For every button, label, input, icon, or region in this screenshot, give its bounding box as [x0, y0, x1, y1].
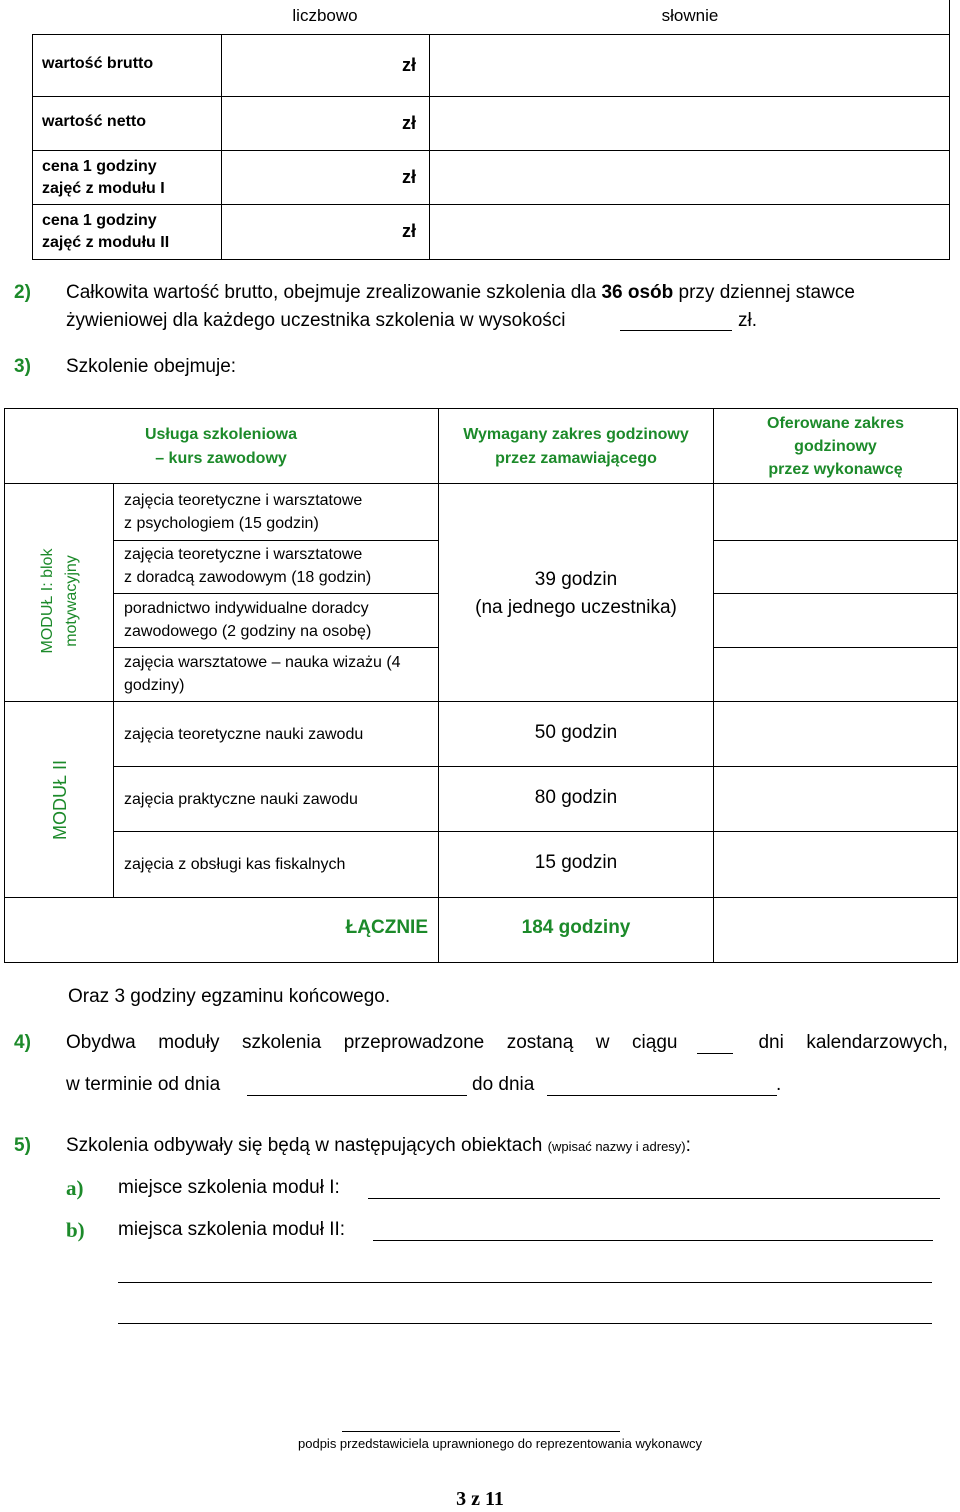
- total-hours: 184 godziny: [521, 917, 631, 938]
- section-5-title: Szkolenia odbywały się będą w następujących obiektach (wpisać nazwy i adresy):: [66, 1135, 691, 1156]
- offered-input[interactable]: [716, 704, 954, 764]
- input-module1-words[interactable]: [435, 154, 943, 200]
- header-required: Wymagany zakres godzinowy przez zamawiającego: [463, 426, 689, 467]
- section-3-title: Szkolenie obejmuje:: [66, 356, 237, 377]
- col-numeric-header: liczbowo: [292, 6, 358, 25]
- module1-item: zajęcia warsztatowe – nauka wizażu (4 godziny): [124, 654, 401, 694]
- exam-note: Oraz 3 godziny egzaminu końcowego.: [68, 986, 391, 1007]
- page-number: 3 z 11: [456, 1488, 504, 1510]
- module2-label: MODUŁ II: [50, 760, 70, 841]
- input-module2-numeric[interactable]: [233, 208, 393, 256]
- module2-item: zajęcia praktyczne nauki zawodu: [124, 791, 358, 808]
- date-to-field[interactable]: [547, 1095, 777, 1096]
- total-label: ŁĄCZNIE: [345, 917, 428, 938]
- module2-item: zajęcia z obsługi kas fiskalnych: [124, 856, 346, 873]
- date-from-field[interactable]: [247, 1095, 467, 1096]
- module2-hours: 50 godzin: [534, 722, 618, 743]
- input-module2-words[interactable]: [435, 208, 943, 256]
- section-5-number: 5): [14, 1135, 31, 1156]
- section-4-number: 4): [14, 1032, 31, 1053]
- input-module1-numeric[interactable]: [233, 154, 393, 200]
- currency-brutto: zł: [402, 55, 417, 75]
- row-label-module1-price: cena 1 godziny zajęć z modułu I: [42, 158, 165, 197]
- header-offered: Oferowane zakres godzinowy przez wykonawcę: [767, 415, 904, 478]
- offered-total-input[interactable]: [716, 900, 954, 960]
- input-netto-numeric[interactable]: [233, 100, 393, 146]
- item-b-letter: b): [66, 1218, 85, 1242]
- input-netto-words[interactable]: [435, 100, 943, 146]
- offered-input[interactable]: [716, 650, 954, 699]
- signature-caption: podpis przedstawiciela uprawnionego do reprezentowania wykonawcy: [298, 1436, 702, 1451]
- venue-module1-field[interactable]: [368, 1198, 940, 1199]
- section-4-line1: Obydwa moduły szkolenia przeprowadzone zostaną w ciągu dni kalendarzowych,: [66, 1032, 948, 1053]
- row-label-netto: wartość netto: [42, 113, 147, 130]
- currency-module2: zł: [402, 221, 417, 241]
- module2-item: zajęcia teoretyczne nauki zawodu: [124, 726, 364, 743]
- currency-netto: zł: [402, 113, 417, 133]
- offered-input[interactable]: [716, 596, 954, 645]
- row-label-module2-price: cena 1 godziny zajęć z modułu II: [42, 212, 170, 251]
- venue-module2-field-line2[interactable]: [118, 1282, 932, 1283]
- currency-module1: zł: [402, 167, 417, 187]
- input-brutto-words[interactable]: [435, 40, 943, 92]
- module1-item: zajęcia teoretyczne i warsztatowe z doradcą zawodowym (18 godzin): [124, 546, 372, 586]
- module1-item: poradnictwo indywidualne doradcy zawodowego (2 godziny na osobę): [124, 600, 372, 640]
- item-a-letter: a): [66, 1176, 84, 1200]
- section-4-period: .: [776, 1074, 782, 1095]
- item-b-label: miejsca szkolenia moduł II:: [118, 1219, 346, 1240]
- meal-rate-field[interactable]: [620, 330, 732, 331]
- item-a-label: miejsce szkolenia moduł I:: [118, 1177, 340, 1198]
- section-4-to-label: do dnia: [472, 1074, 535, 1095]
- section-2-currency: zł.: [738, 310, 757, 331]
- module1-label: MODUŁ I: blok motywacyjny: [39, 548, 80, 654]
- offered-input[interactable]: [716, 834, 954, 895]
- module1-item: zajęcia teoretyczne i warsztatowe z psychologiem (15 godzin): [124, 492, 363, 532]
- offered-input[interactable]: [716, 486, 954, 538]
- venue-module2-field-line3[interactable]: [118, 1323, 932, 1324]
- module2-hours: 80 godzin: [534, 787, 618, 808]
- section-2-number: 2): [14, 282, 31, 303]
- row-label-brutto: wartość brutto: [42, 55, 154, 72]
- days-count-field[interactable]: [697, 1053, 733, 1054]
- module1-required-hours: 39 godzin (na jednego uczestnika): [475, 569, 677, 618]
- offered-input[interactable]: [716, 543, 954, 591]
- module2-hours: 15 godzin: [534, 852, 618, 873]
- signature-line[interactable]: [342, 1431, 620, 1432]
- header-service: Usługa szkoleniowa – kurs zawodowy: [144, 426, 298, 467]
- input-brutto-numeric[interactable]: [233, 40, 393, 92]
- section-4-from-label: w terminie od dnia: [66, 1074, 221, 1095]
- col-words-header: słownie: [661, 6, 719, 25]
- section-2-line2-label: żywieniowej dla każdego uczestnika szkolenia w wysokości: [66, 310, 566, 331]
- offered-input[interactable]: [716, 769, 954, 829]
- section-3-number: 3): [14, 356, 31, 377]
- section-2-line1: Całkowita wartość brutto, obejmuje zrealizowanie szkolenia dla 36 osób przy dziennej stawce: [66, 282, 855, 303]
- venue-module2-field[interactable]: [373, 1240, 933, 1241]
